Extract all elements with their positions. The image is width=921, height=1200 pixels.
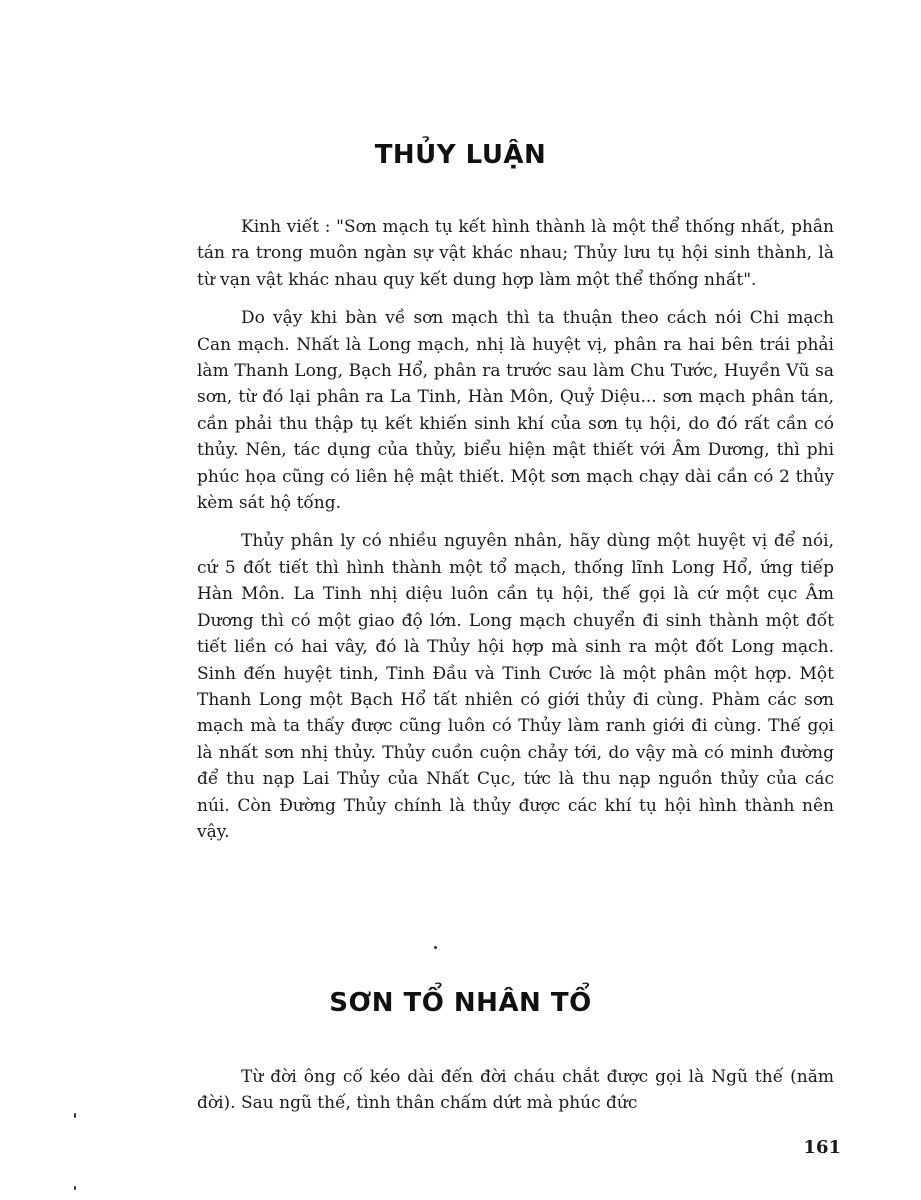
stray-mark <box>74 1113 76 1118</box>
paragraph: Kinh viết : "Sơn mạch tụ kết hình thành là một thể thống nhất, phân tán ra trong muôn ngàn sự vật khác nhau; Thủy lưu tụ hội sinh thành, là từ vạn vật khác nhau quy kết dung hợp làm một thể thống nhất". <box>197 217 834 290</box>
section-title-thuy-luan: THỦY LUẬN <box>374 140 547 170</box>
section-body-thuy-luan <box>197 214 834 845</box>
stray-mark <box>434 946 437 949</box>
paragraph: Thủy phân ly có nhiều nguyên nhân, hãy dùng một huyệt vị để nói, cứ 5 đốt tiết thì hình thành một tổ mạch, thống lĩnh Long Hổ, ứng tiếp Hàn Môn. La Tinh nhị diệu luôn cần tụ hội, thế gọi là cứ một cục Âm Dương thì có một giao độ lớn. Long mạch chuyển đi sinh thành một đốt tiết liền có hai vây, đó là Thủy hội hợp mà sinh ra một đốt Long mạch. Sinh đến huyệt tinh, Tinh Đầu và Tinh Cước là một phân một hợp. Một Thanh Long một Bạch Hổ tất nhiên có giới thủy đi cùng. Phàm các sơn mạch mà ta thấy được cũng luôn có Thủy làm ranh giới đi cùng. Thế gọi là nhất sơn nhị thủy. Thủy cuồn cuộn chảy tới, do vậy mà có minh đường để thu nạp Lai Thủy của Nhất Cục, tức là thu nạp nguồn thủy của các núi. Còn Đường Thủy chính là thủy được các khí tụ hội hình thành nên vậy. <box>197 531 834 842</box>
paragraph: Từ đời ông cố kéo dài đến đời cháu chắt được gọi là Ngũ thế (năm đời). Sau ngũ thế, tình thân chấm dứt mà phúc đức <box>197 1067 834 1114</box>
page-number: 161 <box>803 1137 841 1158</box>
section-title-son-to-nhan-to: SƠN TỔ NHÂN TỔ <box>329 988 592 1018</box>
paragraph: Do vậy khi bàn về sơn mạch thì ta thuận theo cách nói Chi mạch Can mạch. Nhất là Long mạch, nhị là huyệt vị, phân ra hai bên trái phải làm Thanh Long, Bạch Hổ, phân ra trước sau làm Chu Tước, Huyền Vũ sa sơn, từ đó lại phân ra La Tinh, Hàn Môn, Quỷ Diệu... sơn mạch phân tán, cần phải thu thập tụ kết khiến sinh khí của sơn tụ hội, do đó rất cần có thủy. Nên, tác dụng của thủy, biểu hiện mật thiết với Âm Dương, thì phi phúc họa cũng có liên hệ mật thiết. Một sơn mạch chạy dài cần có 2 thủy kèm sát hộ tống. <box>197 308 834 514</box>
stray-mark <box>74 1186 76 1190</box>
section-body-son-to-nhan-to <box>197 1064 834 1117</box>
